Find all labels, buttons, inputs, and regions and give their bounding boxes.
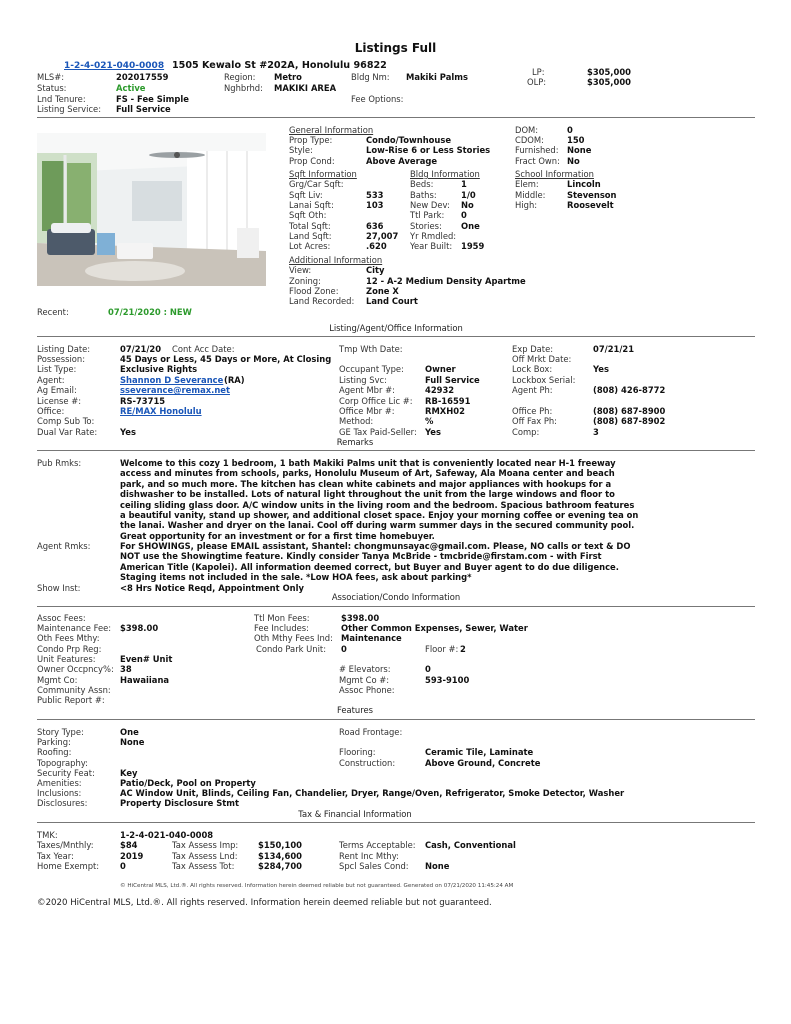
disclosures-value: Property Disclosure Stmt bbox=[120, 798, 240, 808]
amenities-value: Patio/Deck, Pool on Property bbox=[120, 778, 256, 788]
general-info-heading: General Information bbox=[289, 125, 374, 135]
prop-type-label: Prop Type: bbox=[289, 135, 333, 145]
tax-year-label: Tax Year: bbox=[37, 851, 74, 861]
exp-date-value: 07/21/21 bbox=[593, 344, 635, 354]
terms-acceptable-value: Cash, Conventional bbox=[425, 840, 516, 850]
road-frontage-label: Road Frontage: bbox=[339, 727, 403, 737]
listing-service-label: Listing Service: bbox=[37, 104, 102, 114]
nghbrhd-value: MAKIKI AREA bbox=[274, 83, 337, 93]
additional-info-heading: Additional Information bbox=[289, 255, 383, 265]
lnd-tenure-value: FS - Fee Simple bbox=[116, 94, 189, 104]
beds-value: 1 bbox=[461, 179, 467, 189]
year-built-value: 1959 bbox=[461, 241, 485, 251]
lot-acres-value: .620 bbox=[366, 241, 387, 251]
furnished-label: Furnished: bbox=[515, 145, 559, 155]
assoc-fees-label: Assoc Fees: bbox=[37, 613, 86, 623]
spcl-sales-cond-value: None bbox=[425, 861, 450, 871]
comp-label: Comp: bbox=[512, 427, 540, 437]
construction-value: Above Ground, Concrete bbox=[425, 758, 541, 768]
prop-cond-value: Above Average bbox=[366, 156, 438, 166]
occupant-type-value: Owner bbox=[425, 364, 456, 374]
condo-park-unit-label: Condo Park Unit: bbox=[256, 644, 327, 654]
agent-email-link[interactable]: sseverance@remax.net bbox=[120, 385, 230, 395]
status-value: Active bbox=[116, 83, 146, 93]
spcl-sales-cond-label: Spcl Sales Cond: bbox=[339, 861, 409, 871]
total-sqft-label: Total Sqft: bbox=[289, 221, 331, 231]
page-title: Listings Full bbox=[354, 41, 437, 55]
elevators-label: # Elevators: bbox=[339, 664, 391, 674]
license-label: License #: bbox=[37, 396, 82, 406]
inclusions-value: AC Window Unit, Blinds, Ceiling Fan, Chandelier, Dryer, Range/Oven, Refrigerator, Smoke Detector, Washer bbox=[120, 788, 625, 798]
beds-label: Beds: bbox=[410, 179, 434, 189]
tax-assess-imp-value: $150,100 bbox=[258, 840, 302, 850]
lock-box-label: Lock Box: bbox=[512, 364, 553, 374]
comp-value: 3 bbox=[593, 427, 599, 437]
agent-ra: (RA) bbox=[224, 375, 245, 385]
flood-zone-value: Zone X bbox=[366, 286, 399, 296]
occupant-type-label: Occupant Type: bbox=[339, 364, 404, 374]
tax-year-value: 2019 bbox=[120, 851, 144, 861]
ttl-mon-fees-label: Ttl Mon Fees: bbox=[254, 613, 310, 623]
fract-own-value: No bbox=[567, 156, 580, 166]
oth-fees-mthy-label: Oth Fees Mthy: bbox=[37, 633, 100, 643]
agent-ph-value: (808) 426-8772 bbox=[593, 385, 666, 395]
home-exempt-value: 0 bbox=[120, 861, 126, 871]
lp-label: LP: bbox=[532, 67, 545, 77]
zoning-value: 12 - A-2 Medium Density Apartme bbox=[366, 276, 526, 286]
show-inst-label: Show Inst: bbox=[37, 583, 81, 593]
office-ph-value: (808) 687-8900 bbox=[593, 406, 666, 416]
stories-value: One bbox=[461, 221, 480, 231]
ge-tax-value: Yes bbox=[425, 427, 441, 437]
new-dev-label: New Dev: bbox=[410, 200, 450, 210]
olp-value: $305,000 bbox=[587, 77, 631, 87]
furnished-value: None bbox=[567, 145, 592, 155]
property-address: 1505 Kewalo St #202A, Honolulu 96822 bbox=[172, 60, 387, 71]
tax-assess-tot-label: Tax Assess Tot: bbox=[172, 861, 235, 871]
tmp-wth-date-label: Tmp Wth Date: bbox=[339, 344, 403, 354]
bldg-nm-value: Makiki Palms bbox=[406, 72, 468, 82]
mls-label: MLS#: bbox=[37, 72, 65, 82]
yr-rmdled-label: Yr Rmdled: bbox=[410, 231, 457, 241]
flooring-value: Ceramic Tile, Laminate bbox=[425, 747, 534, 757]
topography-label: Topography: bbox=[37, 758, 88, 768]
listing-date-value: 07/21/20 bbox=[120, 344, 162, 354]
off-mrkt-date-label: Off Mrkt Date: bbox=[512, 354, 572, 364]
tax-section-title: Tax & Financial Information bbox=[298, 809, 412, 819]
fee-includes-value: Other Common Expenses, Sewer, Water bbox=[341, 623, 528, 633]
agent-name-link[interactable]: Shannon D Severance bbox=[120, 375, 224, 385]
office-name-link[interactable]: RE/MAX Honolulu bbox=[120, 406, 202, 416]
security-feat-label: Security Feat: bbox=[37, 768, 95, 778]
license-value: RS-73715 bbox=[120, 396, 166, 406]
possession-value: 45 Days or Less, 45 Days or More, At Closing bbox=[120, 354, 332, 364]
office-ph-label: Office Ph: bbox=[512, 406, 553, 416]
cont-acc-date-label: Cont Acc Date: bbox=[172, 344, 235, 354]
land-sqft-label: Land Sqft: bbox=[289, 231, 332, 241]
property-photo bbox=[37, 133, 266, 286]
public-report-label: Public Report #: bbox=[37, 695, 105, 705]
maintenance-fee-label: Maintenance Fee: bbox=[37, 623, 112, 633]
prop-cond-label: Prop Cond: bbox=[289, 156, 335, 166]
condo-park-unit-value: 0 bbox=[341, 644, 347, 654]
assoc-section-title: Association/Condo Information bbox=[331, 592, 461, 602]
cdom-label: CDOM: bbox=[515, 135, 544, 145]
lock-box-value: Yes bbox=[593, 364, 609, 374]
stories-label: Stories: bbox=[410, 221, 442, 231]
dual-var-rate-value: Yes bbox=[120, 427, 136, 437]
bldg-nm-label: Bldg Nm: bbox=[351, 72, 390, 82]
lnd-tenure-label: Lnd Tenure: bbox=[37, 94, 86, 104]
middle-value: Stevenson bbox=[567, 190, 617, 200]
lockbox-serial-label: Lockbox Serial: bbox=[512, 375, 576, 385]
mgmt-co-value: Hawaiiana bbox=[120, 675, 170, 685]
tax-assess-tot-value: $284,700 bbox=[258, 861, 302, 871]
show-inst-value: <8 Hrs Notice Reqd, Appointment Only bbox=[120, 583, 304, 593]
fee-includes-label: Fee Includes: bbox=[254, 623, 309, 633]
high-value: Roosevelt bbox=[567, 200, 614, 210]
listing-service-value: Full Service bbox=[116, 104, 171, 114]
bldg-info-heading: Bldg Information bbox=[410, 169, 480, 179]
ttl-park-value: 0 bbox=[461, 210, 467, 220]
land-recorded-label: Land Recorded: bbox=[289, 296, 355, 306]
taxes-mnthly-value: $84 bbox=[120, 840, 138, 850]
method-value: % bbox=[425, 416, 434, 426]
ttl-mon-fees-value: $398.00 bbox=[341, 613, 380, 623]
elem-label: Elem: bbox=[515, 179, 539, 189]
recent-value: 07/21/2020 : NEW bbox=[108, 307, 192, 317]
oth-mthy-fees-ind-value: Maintenance bbox=[341, 633, 402, 643]
method-label: Method: bbox=[339, 416, 374, 426]
living-room-photo-icon bbox=[37, 133, 266, 286]
assoc-divider bbox=[37, 606, 755, 607]
story-type-value: One bbox=[120, 727, 139, 737]
condo-prp-reg-label: Condo Prp Reg: bbox=[37, 644, 102, 654]
dom-value: 0 bbox=[567, 125, 573, 135]
agent-mbr-label: Agent Mbr #: bbox=[339, 385, 395, 395]
new-dev-value: No bbox=[461, 200, 474, 210]
agent-mbr-value: 42932 bbox=[425, 385, 455, 395]
home-exempt-label: Home Exempt: bbox=[37, 861, 100, 871]
corp-office-lic-label: Corp Office Lic #: bbox=[339, 396, 413, 406]
fee-options-label: Fee Options: bbox=[351, 94, 404, 104]
sqft-info-heading: Sqft Information bbox=[289, 169, 357, 179]
security-feat-value: Key bbox=[120, 768, 138, 778]
parking-label: Parking: bbox=[37, 737, 71, 747]
office-mbr-label: Office Mbr #: bbox=[339, 406, 395, 416]
construction-label: Construction: bbox=[339, 758, 396, 768]
parking-value: None bbox=[120, 737, 145, 747]
sqft-oth-label: Sqft Oth: bbox=[289, 210, 327, 220]
unit-features-value: Even# Unit bbox=[120, 654, 173, 664]
owner-occpncy-label: Owner Occpncy%: bbox=[37, 664, 114, 674]
ag-email-label: Ag Email: bbox=[37, 385, 77, 395]
agent-section-divider bbox=[37, 336, 755, 337]
tax-assess-imp-label: Tax Assess Imp: bbox=[172, 840, 239, 850]
listing-svc-value: Full Service bbox=[425, 375, 480, 385]
elevators-value: 0 bbox=[425, 664, 431, 674]
agent-remarks-text: For SHOWINGS, please EMAIL assistant, Shantel: chongmunsayac@gmail.com. Please, NO calls or text & DO NOT use the Showingtime feature. Kindly consider Tanya McBride - tmcbride@firstam.com - with First American Title (Kapolei). All information deemed correct, but Buyer and Buyer agent to do due diligence. Staging items not included in the sale. *Low HOA fees, ask about parking* bbox=[120, 541, 631, 583]
public-remarks-text: Welcome to this cozy 1 bedroom, 1 bath Makiki Palms unit that is conveniently located near H-1 freeway access and minutes from schools, parks, Honolulu Museum of Art, Safeway, Ala Moana center and beach park, and so much more. The kitchen has clean white cabinets and major appliances with hookups for a dishwasher to be installed. Lots of natural light throughout the unit from the large windows and floor to ceiling sliding glass door. A/C window units in the living room and the bedroom. Spacious bathroom features a beautiful vanity, stand up shower, and additional closet space. Enjoy your morning coffee or evening tea on the lanai. Washer and dryer on the lanai. Cool off during warm summer days in the secured community pool. Great opportunity for an investment or for a first time homebuyer. bbox=[120, 458, 639, 541]
inclusions-label: Inclusions: bbox=[37, 788, 82, 798]
mls-tmk-link[interactable]: 1-2-4-021-040-0008 bbox=[64, 61, 165, 71]
dom-label: DOM: bbox=[515, 125, 539, 135]
status-label: Status: bbox=[37, 83, 67, 93]
olp-label: OLP: bbox=[527, 77, 547, 87]
floor-label: Floor #: bbox=[425, 644, 459, 654]
office-mbr-value: RMXH02 bbox=[425, 406, 465, 416]
tax-assess-lnd-label: Tax Assess Lnd: bbox=[172, 851, 238, 861]
disclosures-label: Disclosures: bbox=[37, 798, 88, 808]
corp-office-lic-value: RB-16591 bbox=[425, 396, 471, 406]
mgmt-co-no-label: Mgmt Co #: bbox=[339, 675, 390, 685]
style-value: Low-Rise 6 or Less Stories bbox=[366, 145, 491, 155]
view-value: City bbox=[366, 265, 385, 275]
land-recorded-value: Land Court bbox=[366, 296, 418, 306]
baths-label: Baths: bbox=[410, 190, 437, 200]
comp-sub-to-label: Comp Sub To: bbox=[37, 416, 95, 426]
remarks-divider bbox=[37, 450, 755, 451]
lp-value: $305,000 bbox=[587, 67, 631, 77]
school-info-heading: School Information bbox=[515, 169, 594, 179]
terms-acceptable-label: Terms Acceptable: bbox=[339, 840, 416, 850]
floor-value: 2 bbox=[460, 644, 466, 654]
region-value: Metro bbox=[274, 72, 302, 82]
listing-svc-label: Listing Svc: bbox=[339, 375, 387, 385]
rent-inc-mthy-label: Rent Inc Mthy: bbox=[339, 851, 399, 861]
ge-tax-label: GE Tax Paid-Seller: bbox=[339, 427, 417, 437]
prop-type-value: Condo/Townhouse bbox=[366, 135, 452, 145]
tmk-label: TMK: bbox=[37, 830, 58, 840]
grg-car-sqft-label: Grg/Car Sqft: bbox=[289, 179, 344, 189]
tax-divider bbox=[37, 822, 755, 823]
lot-acres-label: Lot Acres: bbox=[289, 241, 331, 251]
dual-var-rate-label: Dual Var Rate: bbox=[37, 427, 98, 437]
zoning-label: Zoning: bbox=[289, 276, 321, 286]
lanai-sqft-label: Lanai Sqft: bbox=[289, 200, 334, 210]
assoc-phone-label: Assoc Phone: bbox=[339, 685, 395, 695]
fract-own-label: Fract Own: bbox=[515, 156, 560, 166]
list-type-value: Exclusive Rights bbox=[120, 364, 198, 374]
footer-disclaimer-small: © HiCentral MLS, Ltd.®. All rights reserved. Information herein deemed reliable but not guaranteed. Generated on 07/21/2020 11:45:24 AM bbox=[120, 883, 514, 889]
sqft-liv-value: 533 bbox=[366, 190, 384, 200]
footer-copyright: ©2020 HiCentral MLS, Ltd.®. All rights reserved. Information herein deemed reliable but not guaranteed. bbox=[37, 898, 492, 908]
mgmt-co-no-value: 593-9100 bbox=[425, 675, 470, 685]
lanai-sqft-value: 103 bbox=[366, 200, 384, 210]
off-fax-ph-label: Off Fax Ph: bbox=[512, 416, 558, 426]
middle-label: Middle: bbox=[515, 190, 546, 200]
tmk-value: 1-2-4-021-040-0008 bbox=[120, 830, 214, 840]
agent-label: Agent: bbox=[37, 375, 65, 385]
header-divider bbox=[37, 117, 755, 118]
style-label: Style: bbox=[289, 145, 313, 155]
sqft-liv-label: Sqft Liv: bbox=[289, 190, 323, 200]
list-type-label: List Type: bbox=[37, 364, 77, 374]
view-label: View: bbox=[289, 265, 312, 275]
features-divider bbox=[37, 719, 755, 720]
nghbrhd-label: Nghbrhd: bbox=[224, 83, 263, 93]
agent-ph-label: Agent Ph: bbox=[512, 385, 553, 395]
elem-value: Lincoln bbox=[567, 179, 601, 189]
story-type-label: Story Type: bbox=[37, 727, 84, 737]
region-label: Region: bbox=[224, 72, 256, 82]
year-built-label: Year Built: bbox=[410, 241, 453, 251]
office-label: Office: bbox=[37, 406, 65, 416]
possession-label: Possession: bbox=[37, 354, 86, 364]
flood-zone-label: Flood Zone: bbox=[289, 286, 339, 296]
ttl-park-label: Ttl Park: bbox=[410, 210, 445, 220]
agent-rmks-label: Agent Rmks: bbox=[37, 541, 91, 551]
tax-assess-lnd-value: $134,600 bbox=[258, 851, 302, 861]
community-assn-label: Community Assn: bbox=[37, 685, 111, 695]
off-fax-ph-value: (808) 687-8902 bbox=[593, 416, 666, 426]
agent-section-title: Listing/Agent/Office Information bbox=[329, 323, 463, 333]
exp-date-label: Exp Date: bbox=[512, 344, 554, 354]
features-section-title: Features bbox=[336, 705, 373, 715]
land-sqft-value: 27,007 bbox=[366, 231, 399, 241]
taxes-mnthly-label: Taxes/Mnthly: bbox=[37, 840, 94, 850]
mls-value: 202017559 bbox=[116, 72, 169, 82]
unit-features-label: Unit Features: bbox=[37, 654, 96, 664]
flooring-label: Flooring: bbox=[339, 747, 376, 757]
maintenance-fee-value: $398.00 bbox=[120, 623, 159, 633]
recent-label: Recent: bbox=[37, 307, 69, 317]
baths-value: 1/0 bbox=[461, 190, 476, 200]
roofing-label: Roofing: bbox=[37, 747, 72, 757]
total-sqft-value: 636 bbox=[366, 221, 384, 231]
oth-mthy-fees-ind-label: Oth Mthy Fees Ind: bbox=[254, 633, 333, 643]
amenities-label: Amenities: bbox=[37, 778, 82, 788]
cdom-value: 150 bbox=[567, 135, 585, 145]
listing-date-label: Listing Date: bbox=[37, 344, 91, 354]
mgmt-co-label: Mgmt Co: bbox=[37, 675, 78, 685]
remarks-section-title: Remarks bbox=[336, 437, 374, 447]
high-label: High: bbox=[515, 200, 538, 210]
pub-rmks-label: Pub Rmks: bbox=[37, 458, 82, 468]
owner-occpncy-value: 38 bbox=[120, 664, 132, 674]
